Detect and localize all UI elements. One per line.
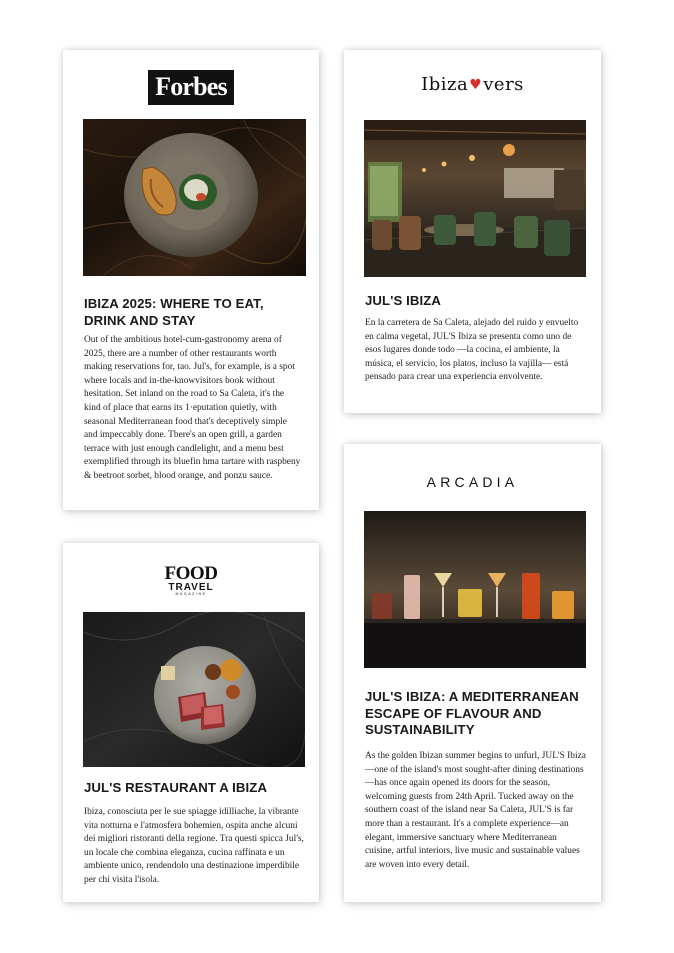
gourmet-plated-dish-on-marble-photo — [83, 119, 306, 276]
foodtravel-logo-travel: TRAVEL — [168, 582, 214, 593]
ibizalovers-logo-right: vers — [483, 74, 524, 95]
press-card-foodtravel — [63, 543, 319, 902]
article-excerpt: Ibiza, conosciuta per le sue spiagge idilliache, la vibrante vita notturna e l'atmosfera bohemien, ospita anche alcuni dei migliori ristoranti della regione. Tra questi spicca Jul's, un locale che combina eleganza, cucina raffinata e un ambiente unico, rendendolo una destinazione imperdibile per chi visita l'isola. — [84, 807, 304, 885]
ibizalovers-logo-left: Ibiza — [421, 74, 469, 95]
forbes-logo: Forbes — [63, 70, 319, 105]
foodtravel-logo — [63, 564, 319, 597]
restaurant-interior-photo — [364, 120, 586, 277]
press-card-forbes — [63, 50, 319, 510]
article-headline[interactable]: JUL'S RESTAURANT A IBIZA — [84, 780, 268, 795]
article-headline[interactable]: JUL'S IBIZA: A MEDITERRANEAN ESCAPE OF FLAVOUR AND SUSTAINABILITY — [365, 689, 579, 737]
foodtravel-logo-food: FOOD — [164, 563, 218, 584]
press-card-ibizalovers — [344, 50, 601, 413]
arcadia-logo: ARCADIA — [426, 474, 519, 490]
ibizalovers-logo — [344, 74, 601, 95]
article-headline[interactable]: JUL'S IBIZA — [365, 293, 442, 308]
article-excerpt: Out of the ambitious hotel-cum-gastronomy arena of 2025, there are a number of other restaurants worth making reservations for, tao. Jul's, for example, is a spot where locals and in-the-knowvisitors book without hesitation. Set inland on the road to Sa Caleta, it's the kind of place that earns its 1·eputation quietly, with seasonal Mediterranean food that's deceptively simple and impeccably done. Tbere's an open grill, a garden terrace with just enough candlelight, and a menu best exemplified through its bluefin hma tartare with raspbeny & beetroot sorbet, blood orange, and ponzu sauce. — [84, 335, 301, 481]
heart-icon: ♥ — [469, 76, 483, 93]
cocktails-on-bar-photo — [364, 511, 586, 668]
article-headline[interactable]: IBIZA 2025: WHERE TO EAT, DRINK AND STAY — [84, 296, 264, 328]
press-card-arcadia — [344, 444, 601, 902]
article-excerpt: As the golden Ibizan summer begins to unfurl, JUL'S Ibiza—one of the island's most sought-after dining destinations—has once again opened its doors for the season, welcoming guests from 24th April. Tucked away on the southern coast of the island near Sa Caleta, JUL'S is far more than a restaurant. It's a complete experience—an elegant, immersive sanctuary where Mediterranean cuisine, artful interiors, live music and sustainable values are woven into every detail. — [365, 751, 586, 870]
foodtravel-logo-magazine: MAGAZINE — [175, 592, 207, 596]
article-excerpt: En la carretera de Sa Caleta, alejado del ruido y envuelto en calma vegetal, JUL'S Ibiza se presenta como uno de esos lugares donde todo —la cocina, el ambiente, la música, el servicio, los platos, incluso la vajilla— está pensado para crear una experiencia envolvente. — [365, 318, 579, 383]
steak-dish-on-dark-marble-photo — [83, 612, 305, 767]
